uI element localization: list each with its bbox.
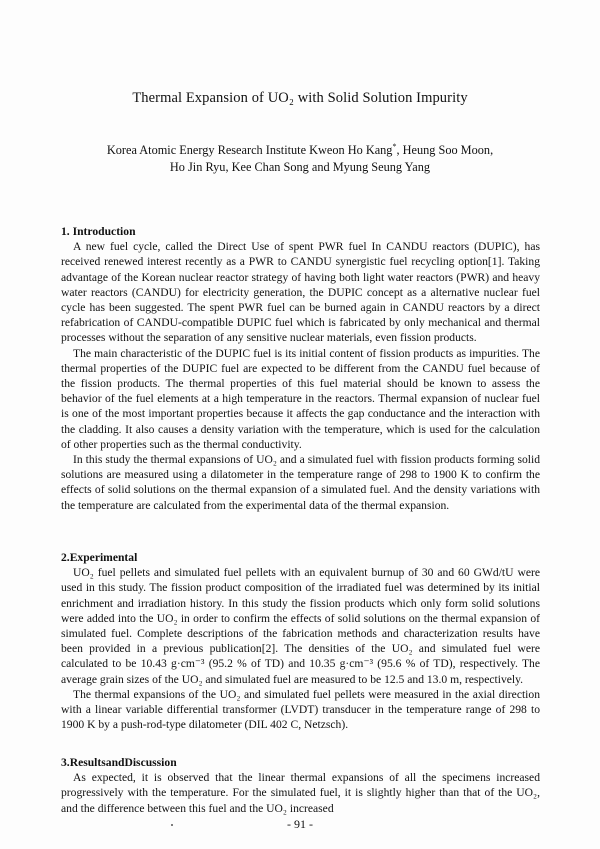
paragraph: In this study the thermal expansions of UO₂ and a simulated fuel with fission products forming solid solutions are measured using a dilatometer in the temperature range of 298 to 1900 K to confirm the effects of solid solutions on the thermal expansion of a simulated fuel. And the density variations with the temperature are calculated from the experimental data of the thermal expansion. [61, 453, 540, 512]
author-block [0, 138, 600, 176]
author-affiliation-line: Korea Atomic Energy Research Institute Kweon Ho Kang [106, 143, 393, 158]
section-heading: 1. Introduction [61, 225, 136, 238]
paragraph: The thermal expansions of the UO₂ and simulated fuel pellets were measured in the axial direction with a linear variable differential transformer (LVDT) transducer in the temperature range of 298 to 1900 K by a push-rod-type dilatometer (DIL 402 C, Netzsch). [61, 687, 540, 732]
section-heading: 2.Experimental [61, 551, 138, 564]
corresponding-author-mark: * [392, 142, 397, 151]
author-line-2: Ho Jin Ryu, Kee Chan Song and Myung Seung Yang [169, 160, 431, 175]
paragraph: As expected, it is observed that the linear thermal expansions of all the specimens increased progressively with the temperature. For the simulated fuel, it is slightly higher than that of the UO₂, and the difference between this fuel and the UO₂ increased [61, 771, 540, 815]
section-introduction [61, 224, 540, 513]
section-results-discussion [61, 755, 540, 816]
paragraph: UO₂ fuel pellets and simulated fuel pellets with an equivalent burnup of 30 and 60 GWd/tU were used in this study. The fission product composition of the irradiated fuel was determined by its initial enrichment and irradiation history. In this study the fission products which only form solid solutions were added into the UO₂ in order to confirm the effects of solid solutions on the thermal expansion of simulated fuel. Complete descriptions of the fabrication methods and characterization results have been provided in a previous publication[2]. The densities of the UO₂ and simulated fuel were calculated to be 10.43 g·cm⁻³ (95.2 % of TD) and 10.35 g·cm⁻³ (95.6 % of TD), respectively. The average grain sizes of the UO₂ and simulated fuel are measured to be 12.5 and 13.0 m, respectively. [61, 566, 540, 686]
author-line-1 [0, 138, 600, 159]
paragraph: The main characteristic of the DUPIC fuel is its initial content of fission products as impurities. The thermal properties of the DUPIC fuel are expected to be different from the CANDU fuel because of the fission products. The thermal properties of this fuel material should be known to assess the behavior of the fuel elements at a high temperature in the reactors. Thermal expansion of nuclear fuel is one of the most important properties because it affects the gap conductance and the interaction with the cladding. It also causes a density variation with the temperature, which is used for the calculation of other properties such as the thermal conductivity. [61, 346, 540, 451]
paragraph: A new fuel cycle, called the Direct Use of spent PWR fuel In CANDU reactors (DUPIC), has received renewed interest recently as a PWR to CANDU synergistic fuel recycling option[1]. Taking advantage of the Korean nuclear reactor strategy of having both light water reactors (PWR) and heavy water reactors (CANDU) for electricity generation, the DUPIC concept as a alternative nuclear fuel cycle has been suggested. The spent PWR fuel can be burned again in CANDU reactors by a direct refabrication of CANDU-compatible DUPIC fuel which is fabricated by only mechanical and thermal processes without the separation of any sensitive nuclear materials, even fission products. [61, 240, 540, 345]
section-experimental [61, 550, 540, 732]
paper-title: Thermal Expansion of UO₂ with Solid Solution Impurity [132, 90, 468, 106]
page-number: - 91 - [287, 817, 313, 831]
section-heading: 3.ResultsandDiscussion [61, 756, 177, 769]
author-line-1-tail: , Heung Soo Moon, [396, 143, 494, 158]
